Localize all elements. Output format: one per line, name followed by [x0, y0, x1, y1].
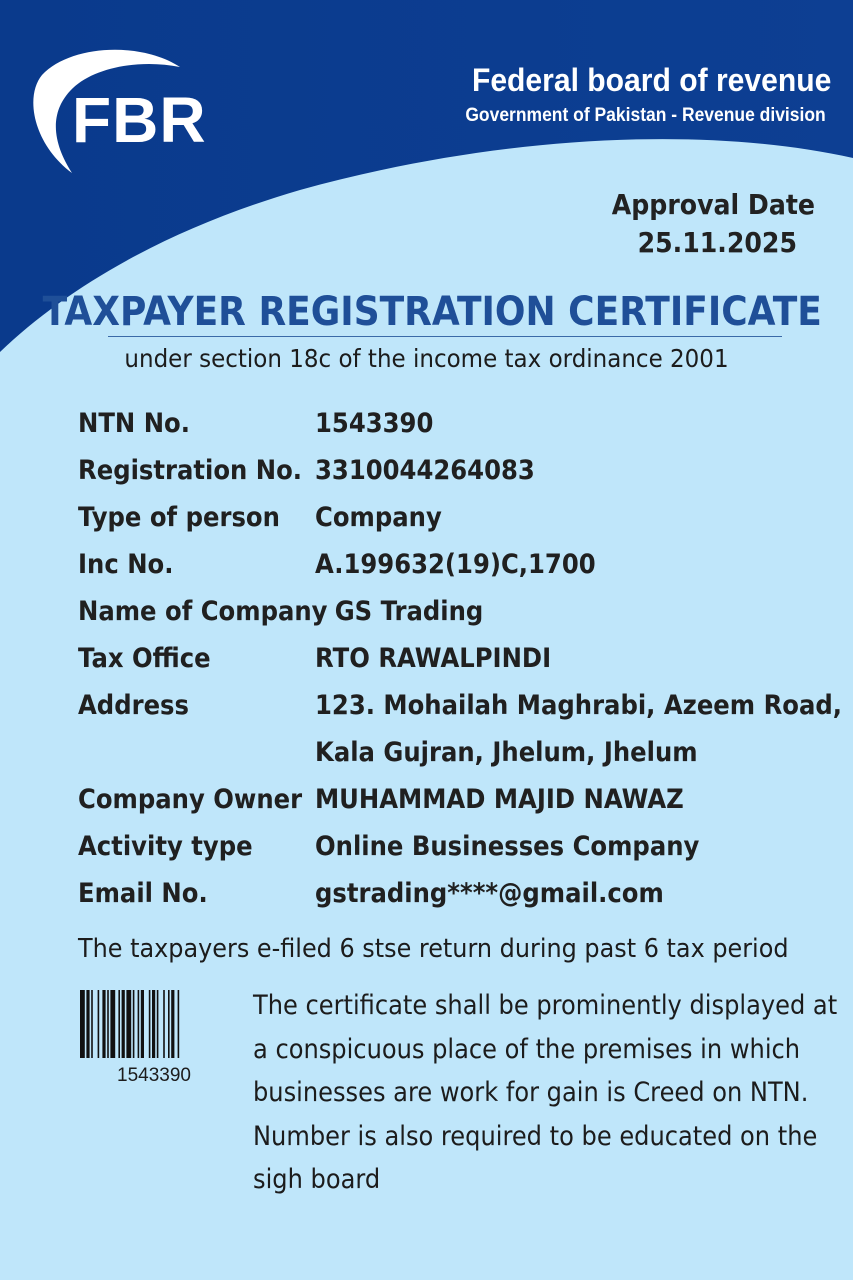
return-note: The taxpayers e-filed 6 stse return during past 6 tax period — [78, 934, 789, 964]
barcode-bar — [157, 990, 159, 1058]
field-value: 1543390 — [315, 408, 434, 439]
field-label: Type of person — [78, 502, 280, 533]
field-label: NTN No. — [78, 408, 190, 439]
field-label: Email No. — [78, 878, 208, 909]
instruction-line: Number is also required to be educated on the — [253, 1120, 818, 1152]
field-owner — [78, 776, 838, 823]
field-registration — [78, 447, 838, 494]
field-value: Company — [315, 502, 442, 533]
approval-date: 25.11.2025 — [637, 226, 797, 259]
barcode-bar — [171, 990, 174, 1058]
barcode-bar — [152, 990, 155, 1058]
org-name: Federal board of revenue — [471, 62, 831, 98]
field-label: Activity type — [78, 831, 253, 862]
instruction-line: a conspicuous place of the premises in which — [253, 1033, 801, 1065]
field-value: Online Businesses Company — [315, 831, 700, 862]
field-tax-office — [78, 635, 838, 682]
barcode-bar — [110, 990, 115, 1058]
approval-block — [545, 186, 815, 262]
barcode-bar — [86, 990, 89, 1058]
field-label: Name of Company — [78, 596, 328, 627]
field-email — [78, 870, 838, 917]
barcode-bar — [80, 990, 85, 1058]
registration-fields — [78, 400, 843, 917]
barcode-bar — [163, 990, 165, 1058]
barcode-bar — [107, 990, 109, 1058]
field-company-name — [78, 588, 838, 635]
field-value: MUHAMMAD MAJID NAWAZ — [315, 784, 684, 815]
field-label: Tax Office — [78, 643, 211, 674]
field-value: A.199632(19)C,1700 — [315, 549, 596, 580]
field-label-group — [78, 588, 483, 635]
field-label: Address — [78, 690, 189, 721]
field-value: RTO RAWALPINDI — [315, 643, 552, 674]
field-label: Company Owner — [78, 784, 303, 815]
certificate-subtitle: under section 18c of the income tax ordinance 2001 — [124, 344, 729, 373]
instruction-line: sigh board — [253, 1164, 381, 1195]
field-address — [78, 682, 843, 776]
barcode-bar — [91, 990, 93, 1058]
barcode-bar — [141, 990, 144, 1058]
barcode-bar — [168, 990, 170, 1058]
barcode-bar — [118, 990, 120, 1058]
field-value: 3310044264083 — [315, 455, 535, 486]
barcode-bar — [102, 990, 105, 1058]
instruction-line: businesses are work for gain is Creed on NTN. — [253, 1077, 809, 1108]
field-value: GS Trading — [334, 596, 484, 627]
field-label: Registration No. — [78, 455, 303, 486]
approval-label: Approval Date — [611, 188, 815, 221]
instruction-line: The certificate shall be prominently displayed at — [253, 990, 838, 1021]
barcode-bar — [149, 990, 151, 1058]
org-subtitle: Government of Pakistan - Revenue division — [465, 105, 826, 126]
field-value: gstrading****@gmail.com — [315, 878, 664, 909]
field-label: Inc No. — [78, 549, 174, 580]
field-activity — [78, 823, 838, 870]
barcode-bar — [178, 990, 180, 1058]
barcode-bar — [126, 990, 131, 1058]
title-divider — [108, 336, 782, 337]
field-ntn — [78, 400, 838, 447]
certificate-title: TAXPAYER REGISTRATION CERTIFICATE — [42, 289, 822, 335]
field-person-type — [78, 494, 838, 541]
logo-text: FBR — [72, 84, 207, 156]
field-value-line1: 123. Mohailah Maghrabi, Azeem Road, — [315, 690, 843, 721]
field-inc — [78, 541, 838, 588]
barcode-number: 1543390 — [117, 1065, 191, 1086]
barcode-bar — [138, 990, 140, 1058]
field-value-line2: Kala Gujran, Jhelum, Jhelum — [315, 737, 698, 768]
barcode-bar — [122, 990, 125, 1058]
barcode — [80, 990, 228, 1058]
display-instructions — [253, 984, 853, 1202]
barcode-bar — [133, 990, 135, 1058]
barcode-bar — [98, 990, 100, 1058]
